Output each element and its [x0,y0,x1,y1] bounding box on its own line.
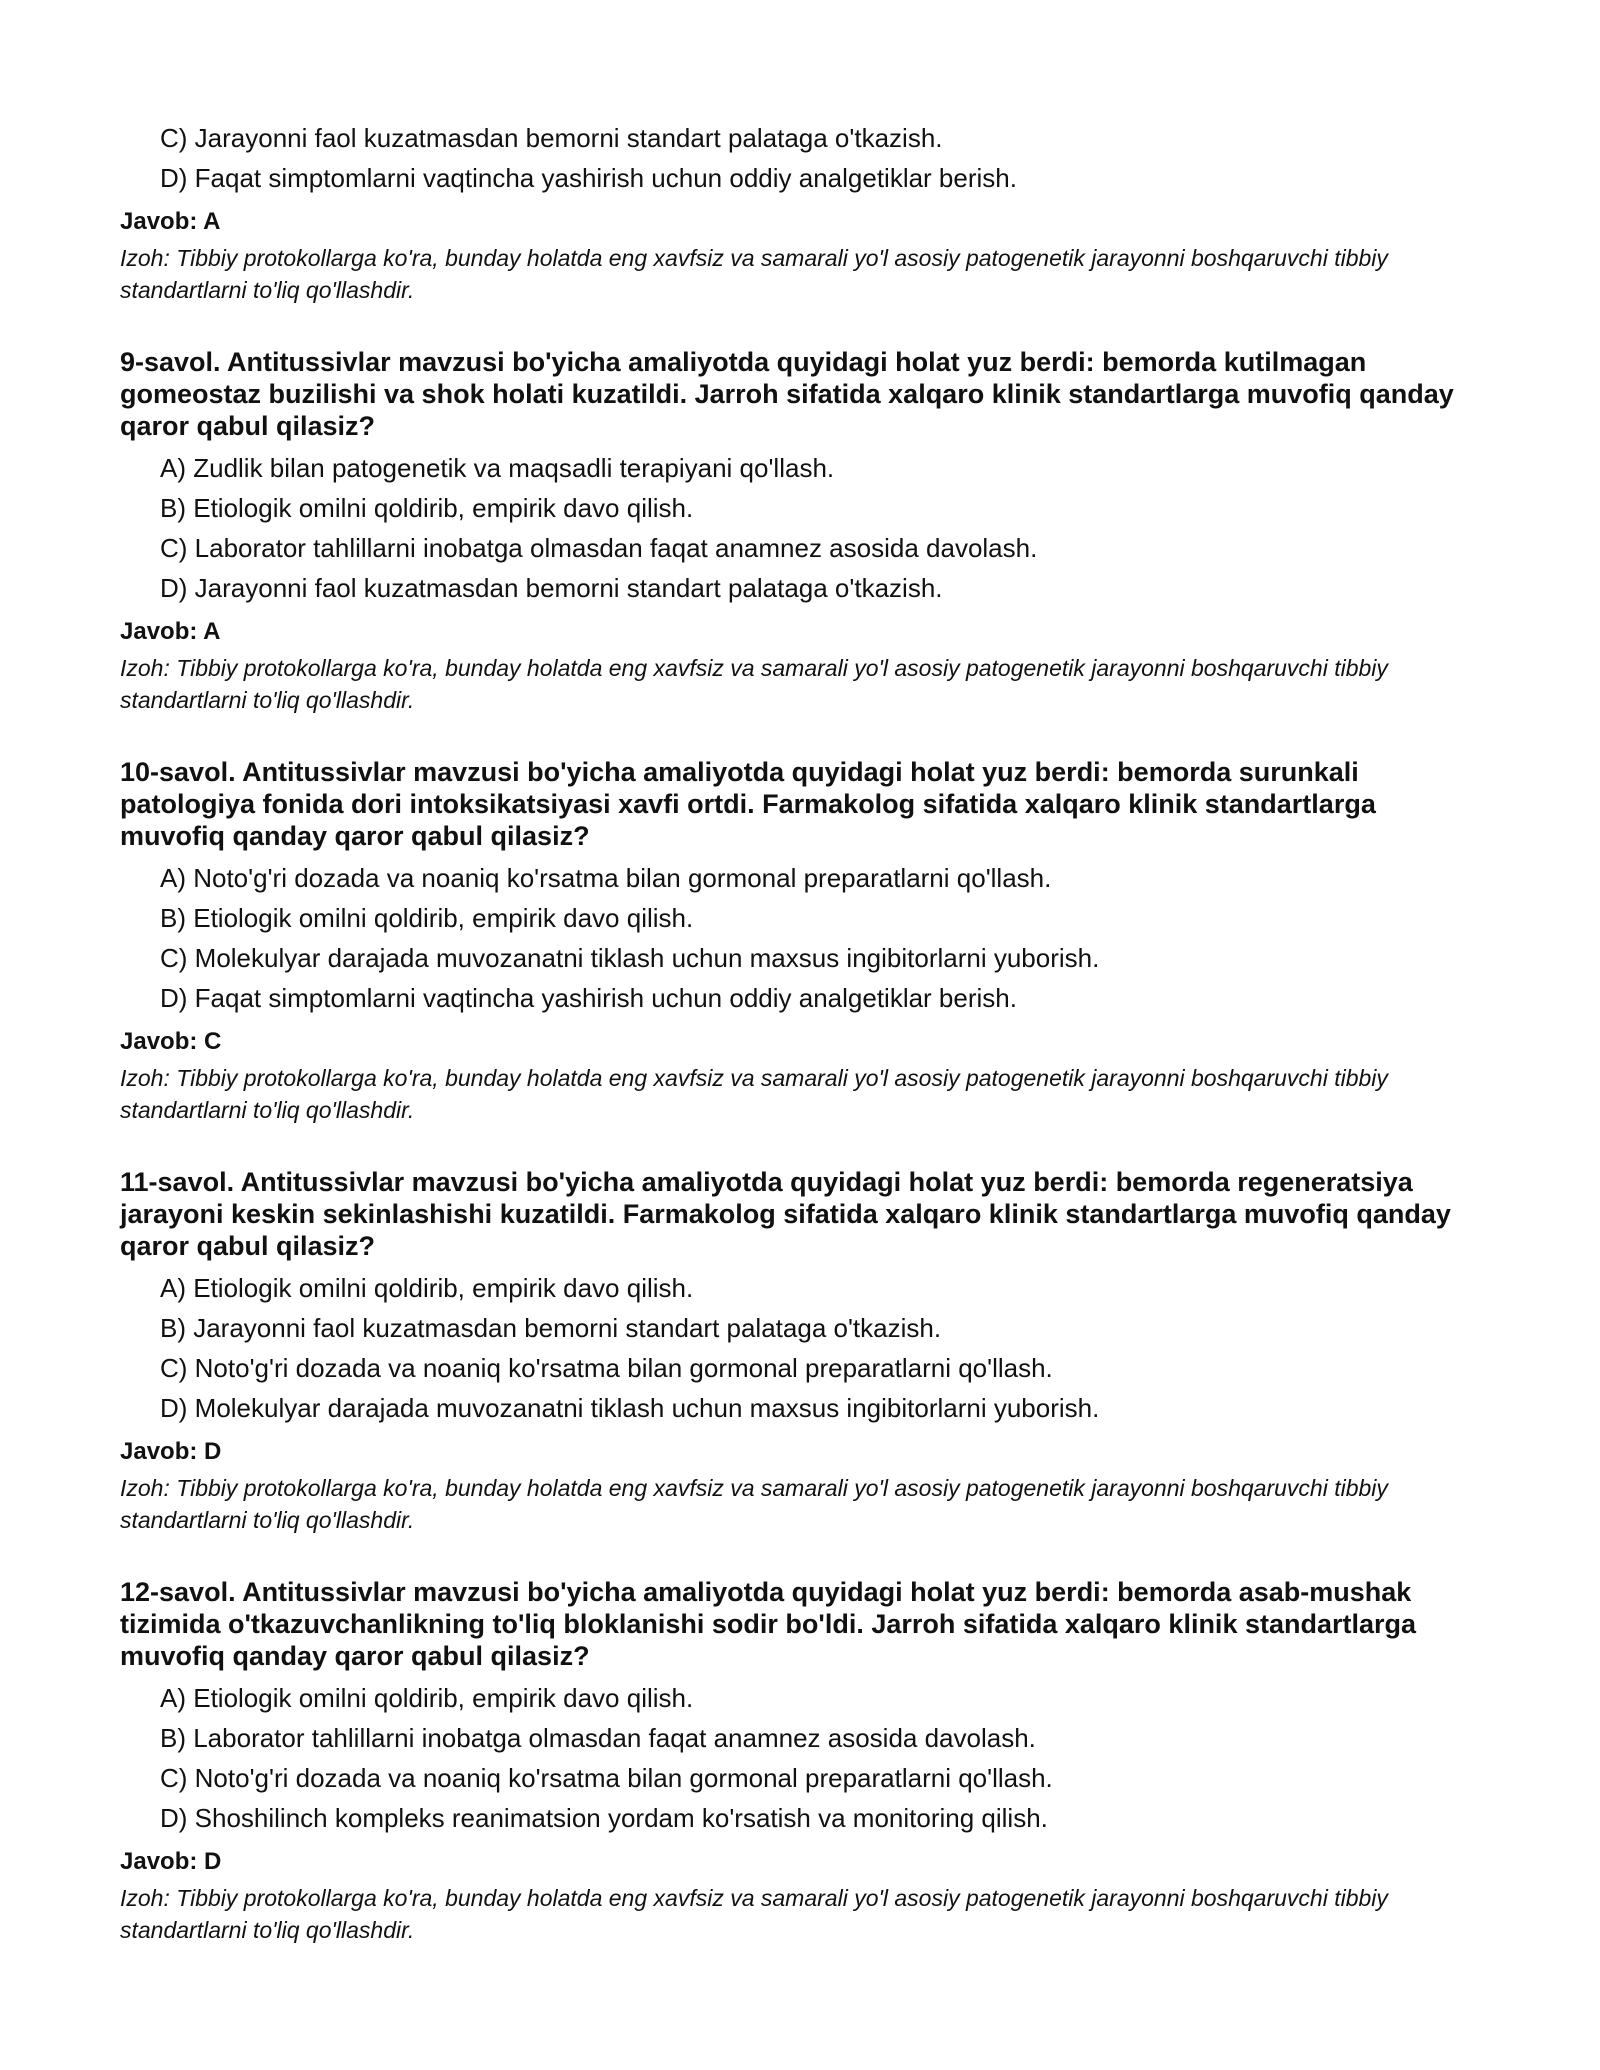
option-b: B) Etiologik omilni qoldirib, empirik davo qilish. [160,903,694,933]
question-title: 11-savol. Antitussivlar mavzusi bo'yicha amaliyotda quyidagi holat yuz berdi: bemorda regeneratsiya jarayoni keskin sekinlashishi kuzatildi. Farmakolog sifatida xalqaro klinik standartlarga muvofiq qanday qaror qabul qilasiz? [120,1167,1451,1261]
explanation-text: Izoh: Tibbiy protokollarga ko'ra, bunday holatda eng xavfsiz va samarali yo'l asosiy patogenetik jarayonni boshqaruvchi tibbiy standartlarni to'liq qo'llashdir. [120,655,1388,713]
answer-label: Javob: D [120,1848,222,1875]
option-a: A) Etiologik omilni qoldirib, empirik davo qilish. [160,1683,694,1713]
explanation-text: Izoh: Tibbiy protokollarga ko'ra, bunday holatda eng xavfsiz va samarali yo'l asosiy patogenetik jarayonni boshqaruvchi tibbiy standartlarni to'liq qo'llashdir. [120,1885,1388,1943]
answer-label: Javob: D [120,1438,222,1465]
option-b: B) Laborator tahlillarni inobatga olmasdan faqat anamnez asosida davolash. [160,1723,1036,1753]
explanation-text: Izoh: Tibbiy protokollarga ko'ra, bunday holatda eng xavfsiz va samarali yo'l asosiy patogenetik jarayonni boshqaruvchi tibbiy standartlarni to'liq qo'llashdir. [120,1475,1388,1533]
answer-label: Javob: A [120,208,221,235]
option-d: D) Molekulyar darajada muvozanatni tiklash uchun maxsus ingibitorlarni yuborish. [160,1393,1100,1423]
question-title: 12-savol. Antitussivlar mavzusi bo'yicha amaliyotda quyidagi holat yuz berdi: bemorda asab-mushak tizimida o'tkazuvchanlikning to'liq bloklanishi sodir bo'ldi. Jarroh sifatida xalqaro klinik standartlarga muvofiq qanday qaror qabul qilasiz? [120,1577,1417,1671]
option-c: C) Jarayonni faol kuzatmasdan bemorni standart palataga o'tkazish. [160,123,943,153]
option-c: C) Laborator tahlillarni inobatga olmasdan faqat anamnez asosida davolash. [160,533,1038,563]
option-a: A) Noto'g'ri dozada va noaniq ko'rsatma bilan gormonal preparatlarni qo'llash. [160,863,1052,893]
option-d: D) Faqat simptomlarni vaqtincha yashirish uchun oddiy analgetiklar berish. [160,983,1017,1013]
option-c: C) Noto'g'ri dozada va noaniq ko'rsatma bilan gormonal preparatlarni qo'llash. [160,1763,1053,1793]
explanation-text: Izoh: Tibbiy protokollarga ko'ra, bunday holatda eng xavfsiz va samarali yo'l asosiy patogenetik jarayonni boshqaruvchi tibbiy standartlarni to'liq qo'llashdir. [120,245,1388,303]
option-d: D) Shoshilinch kompleks reanimatsion yordam ko'rsatish va monitoring qilish. [160,1803,1048,1833]
option-a: A) Zudlik bilan patogenetik va maqsadli terapiyani qo'llash. [160,453,835,483]
option-b: B) Jarayonni faol kuzatmasdan bemorni standart palataga o'tkazish. [160,1313,942,1343]
explanation-text: Izoh: Tibbiy protokollarga ko'ra, bunday holatda eng xavfsiz va samarali yo'l asosiy patogenetik jarayonni boshqaruvchi tibbiy standartlarni to'liq qo'llashdir. [120,1065,1388,1123]
question-title: 9-savol. Antitussivlar mavzusi bo'yicha amaliyotda quyidagi holat yuz berdi: bemorda kutilmagan gomeostaz buzilishi va shok holati kuzatildi. Jarroh sifatida xalqaro klinik standartlarga muvofiq qanday qaror qabul qilasiz? [120,347,1454,441]
option-d: D) Faqat simptomlarni vaqtincha yashirish uchun oddiy analgetiklar berish. [160,163,1017,193]
option-c: C) Noto'g'ri dozada va noaniq ko'rsatma bilan gormonal preparatlarni qo'llash. [160,1353,1053,1383]
question-title: 10-savol. Antitussivlar mavzusi bo'yicha amaliyotda quyidagi holat yuz berdi: bemorda surunkali patologiya fonida dori intoksikatsiyasi xavfi ortdi. Farmakolog sifatida xalqaro klinik standartlarga muvofiq qanday qaror qabul qilasiz? [120,757,1376,851]
option-b: B) Etiologik omilni qoldirib, empirik davo qilish. [160,493,694,523]
answer-label: Javob: A [120,618,221,645]
option-a: A) Etiologik omilni qoldirib, empirik davo qilish. [160,1273,694,1303]
answer-label: Javob: C [120,1028,222,1055]
option-d: D) Jarayonni faol kuzatmasdan bemorni standart palataga o'tkazish. [160,573,943,603]
option-c: C) Molekulyar darajada muvozanatni tiklash uchun maxsus ingibitorlarni yuborish. [160,943,1100,973]
